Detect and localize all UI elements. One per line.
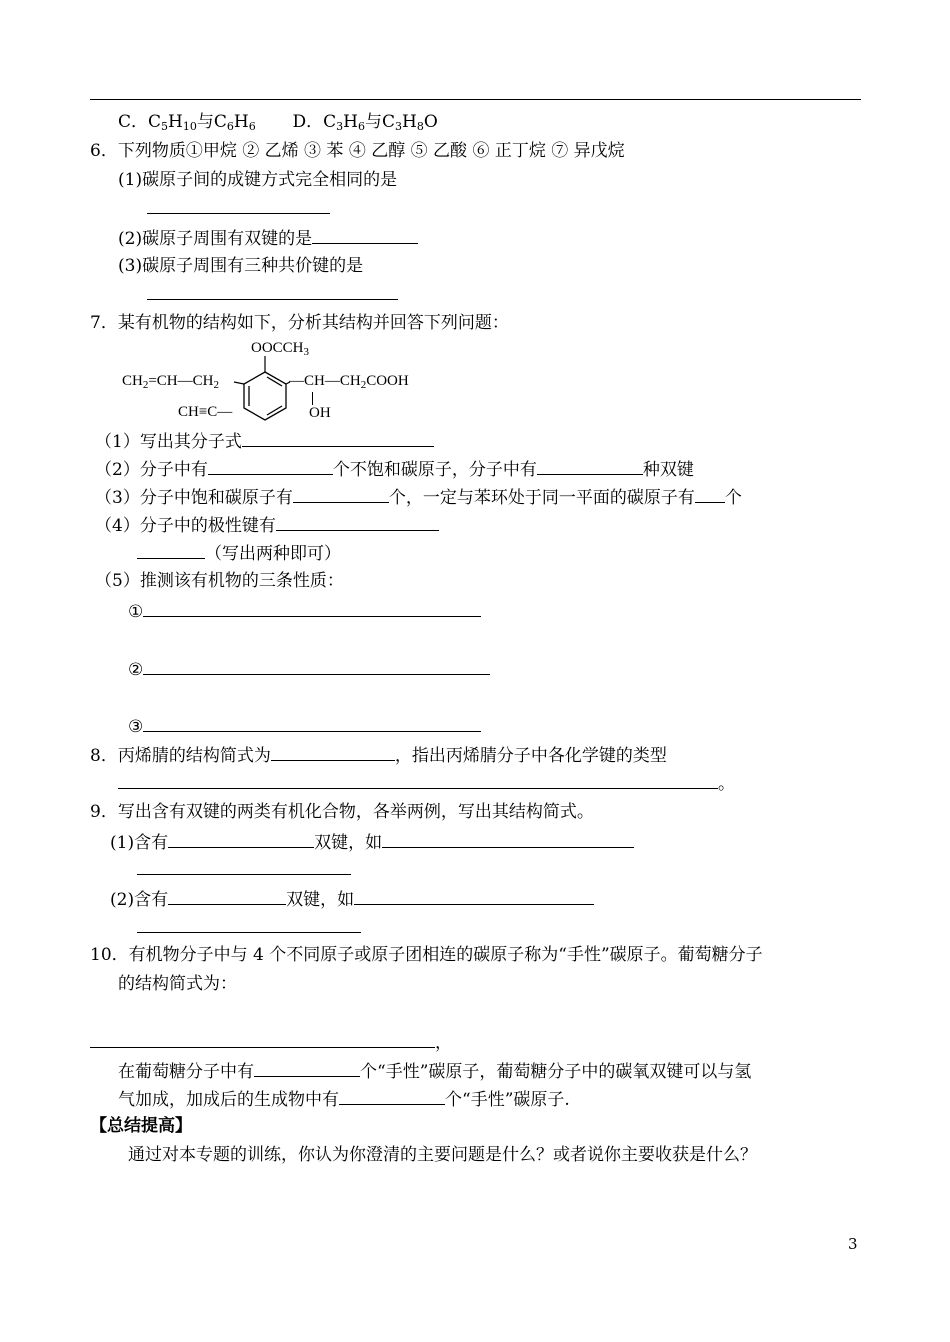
q7-answer-blank-3b[interactable] [695,486,725,503]
q7-stem: 7．某有机物的结构如下，分析其结构并回答下列问题： [90,313,509,333]
q6-answer-blank-3[interactable] [147,299,398,300]
q7-property-1: ① [128,600,481,622]
page-number: 3 [848,1235,858,1253]
q7-part2: （2）分子中有 个不饱和碳原子，分子中有 种双键 [95,460,694,480]
q6-answer-blank-2[interactable] [312,227,418,244]
q9-answer-blank-2a[interactable] [168,888,286,905]
q10-line-2: 气加成，加成后的生成物中有 个“手性”碳原子. [118,1090,570,1110]
q9-answer-blank-1b[interactable] [382,831,634,848]
structure-right-chain: $—CH—CH_2COOH$ [289,373,409,391]
q10-glucose-line: ， [90,1031,452,1053]
q10-line-1: 在葡萄糖分子中有 个“手性”碳原子，葡萄糖分子中的碳氧双键可以与氢 [118,1062,752,1082]
q8-answer-blank-1[interactable] [271,744,395,761]
q7-part4: （4）分子中的极性键有 [95,514,439,536]
q9-answer-blank-2b[interactable] [354,888,594,905]
q9-answer-blank-1a[interactable] [168,831,314,848]
summary-title: 【总结提高】 [90,1116,192,1136]
q9-part1: (1)含有 双键，如 [110,831,634,853]
q7-answer-blank-2a[interactable] [208,458,333,475]
q10-stem-1: 10．有机物分子中与 4 个不同原子或原子团相连的碳原子称为“手性”碳原子。葡萄糖分子 [90,945,763,965]
options-cd: C．$C_5H_{10}$与$C_6H_6$ D．$C_3H_6$与$C_3H_8O$ [118,112,438,133]
header-rule [90,99,861,100]
q7-part1: （1）写出其分子式 [95,430,434,452]
q6-answer-blank-1[interactable] [147,213,330,214]
structure-vinyl-chain: $CH_2=CH—CH_2$ [122,373,219,391]
q9-stem: 9．写出含有双键的两类有机化合物，各举两例，写出其结构简式。 [90,802,594,822]
q7-property-2: ② [128,658,490,680]
q8-answer-blank-2[interactable] [118,772,718,789]
q7-property-blank-3[interactable] [143,715,481,732]
q8-line2: 。 [118,772,735,794]
structure-ooch3: $OOCCH_3$ [251,340,310,358]
q6-part3: (3)碳原子周围有三种共价键的是 [118,256,364,276]
summary-text: 通过对本专题的训练，你认为你澄清的主要问题是什么？或者说你主要收获是什么？ [128,1145,757,1165]
q10-answer-blank-2[interactable] [339,1088,445,1105]
q10-answer-blank-structure[interactable] [90,1031,435,1048]
q6-part1: (1)碳原子间的成键方式完全相同的是 [118,170,398,190]
q7-part5: （5）推测该有机物的三条性质： [95,571,344,591]
q7-part4-cont: （写出两种即可） [137,542,341,564]
q7-part3: （3）分子中饱和碳原子有 个，一定与苯环处于同一平面的碳原子有 个 [95,488,742,508]
q10-stem-2: 的结构简式为： [118,974,237,994]
q7-property-3: ③ [128,715,481,737]
q8-stem: 8．丙烯腈的结构简式为 ，指出丙烯腈分子中各化学键的类型 [90,746,667,766]
q9-answer-blank-2c[interactable] [137,932,361,933]
q9-part2: (2)含有 双键，如 [110,888,594,910]
q9-answer-blank-1c[interactable] [137,874,351,875]
q6-part2: (2)碳原子周围有双键的是 [118,227,418,249]
q7-answer-blank-2b[interactable] [537,458,643,475]
q7-property-blank-2[interactable] [143,658,490,675]
q10-answer-blank-1[interactable] [254,1060,360,1077]
q7-answer-blank-4a[interactable] [276,514,439,531]
q7-answer-blank-4b[interactable] [137,542,205,559]
q6-stem: 6．下列物质①甲烷 ② 乙烯 ③ 苯 ④ 乙醇 ⑤ 乙酸 ⑥ 正丁烷 ⑦ 异戊烷 [90,141,625,161]
structure-oh: OH [309,405,331,421]
q7-answer-blank-1[interactable] [242,430,434,447]
q7-property-blank-1[interactable] [143,600,481,617]
structure-alkyne: CH≡C— [178,404,233,420]
q7-answer-blank-3a[interactable] [293,486,389,503]
benzene-ring-diagram [220,352,310,430]
structure-oh-bond [312,392,313,405]
